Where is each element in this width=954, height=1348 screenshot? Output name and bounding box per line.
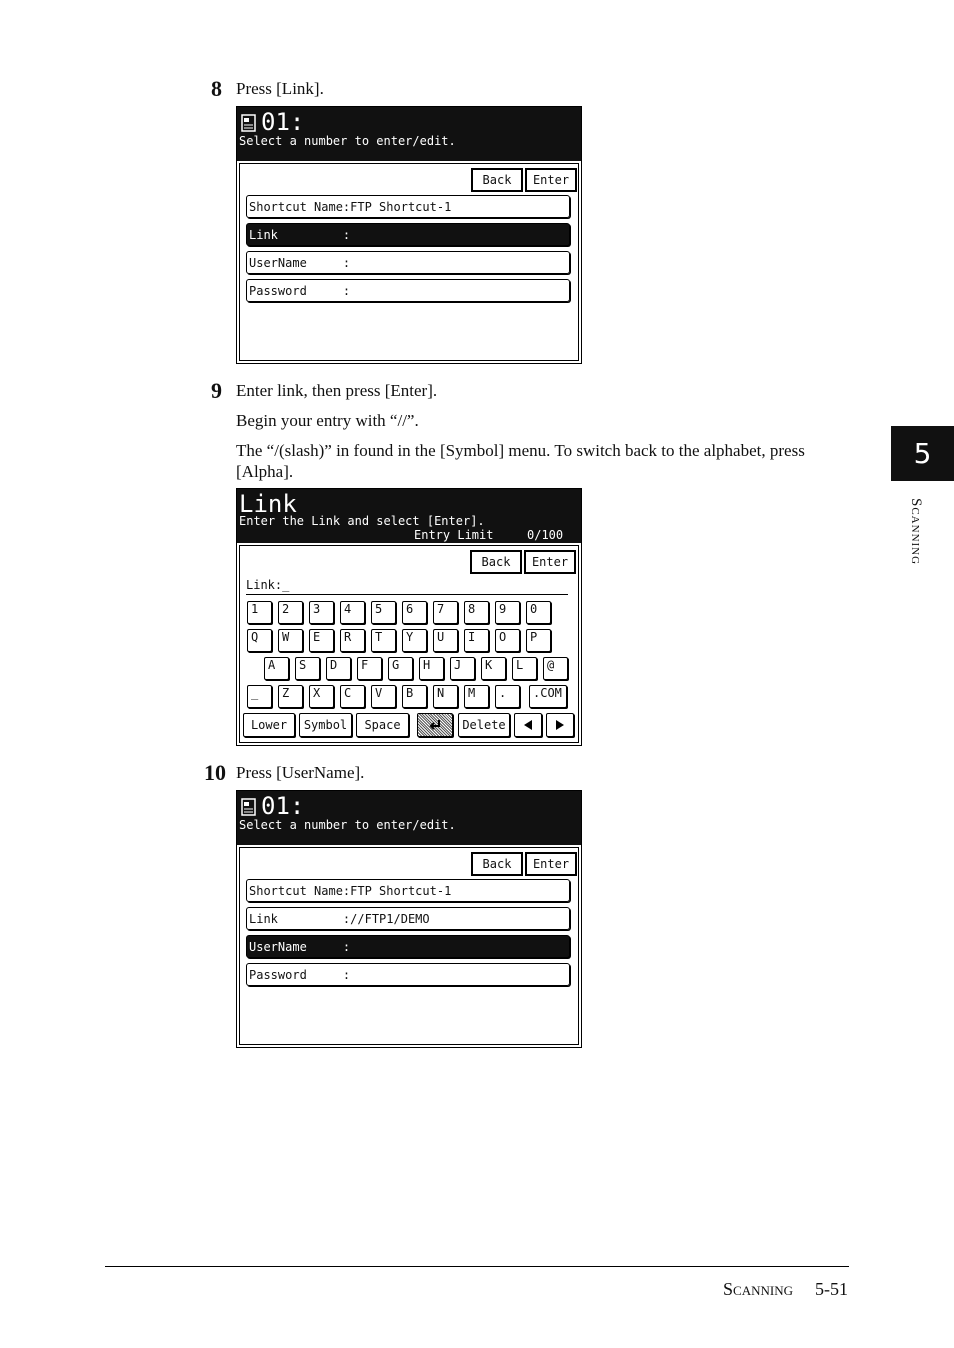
letter-key[interactable]: T bbox=[371, 629, 396, 652]
lcd-header bbox=[237, 489, 581, 545]
chapter-side-label: Scanning bbox=[908, 498, 924, 566]
page-number: 5-51 bbox=[815, 1279, 848, 1299]
cursor-right-key[interactable] bbox=[546, 713, 574, 737]
letter-key[interactable]: X bbox=[309, 685, 334, 708]
shortcut-name-row[interactable]: Shortcut Name:FTP Shortcut-1 bbox=[246, 195, 570, 218]
shortcut-name-row[interactable]: Shortcut Name:FTP Shortcut-1 bbox=[246, 879, 570, 902]
step-number: 10 bbox=[204, 760, 226, 785]
letter-key[interactable]: U bbox=[433, 629, 458, 652]
delete-key[interactable]: Delete bbox=[458, 713, 510, 737]
digit-key[interactable]: 5 bbox=[371, 601, 396, 624]
letter-key[interactable]: P bbox=[526, 629, 551, 652]
letter-key[interactable]: B bbox=[402, 685, 427, 708]
step-number: 8 bbox=[211, 76, 222, 101]
letter-key[interactable]: Z bbox=[278, 685, 303, 708]
link-row[interactable]: Link ://FTP1/DEMO bbox=[246, 907, 570, 930]
footer-rule bbox=[105, 1266, 849, 1267]
screen-title: Link bbox=[239, 490, 297, 518]
screen-title: 01: bbox=[261, 792, 305, 820]
letter-key[interactable]: G bbox=[388, 657, 413, 680]
letter-key[interactable]: R bbox=[340, 629, 365, 652]
return-icon bbox=[428, 719, 442, 731]
screen-subtitle: Select a number to enter/edit. bbox=[239, 134, 456, 148]
return-key[interactable] bbox=[417, 713, 453, 737]
password-row[interactable]: Password : bbox=[246, 279, 570, 302]
digit-key[interactable]: 1 bbox=[247, 601, 272, 624]
back-button[interactable]: Back bbox=[472, 169, 522, 191]
back-button[interactable]: Back bbox=[471, 551, 521, 573]
screen-title: 01: bbox=[261, 108, 305, 136]
digit-key[interactable]: 2 bbox=[278, 601, 303, 624]
enter-button[interactable]: Enter bbox=[526, 169, 576, 191]
symbol-key[interactable]: Symbol bbox=[299, 713, 352, 737]
lcd-header bbox=[237, 791, 581, 847]
address-book-icon bbox=[241, 798, 256, 816]
username-row[interactable]: UserName : bbox=[246, 251, 570, 274]
letter-key[interactable]: V bbox=[371, 685, 396, 708]
footer-section: Scanning bbox=[723, 1279, 793, 1299]
step-instruction: Press [UserName]. bbox=[236, 763, 365, 782]
chapter-tab: 5 bbox=[891, 426, 954, 481]
lcd-header bbox=[237, 107, 581, 163]
enter-button[interactable]: Enter bbox=[526, 853, 576, 875]
letter-key[interactable]: D bbox=[326, 657, 351, 680]
letter-key[interactable]: S bbox=[295, 657, 320, 680]
letter-key[interactable]: J bbox=[450, 657, 475, 680]
digit-key[interactable]: 4 bbox=[340, 601, 365, 624]
lcd-body bbox=[239, 163, 579, 361]
entry-limit-label: Entry Limit bbox=[414, 528, 494, 542]
lcd-screen-select-username bbox=[236, 790, 582, 1048]
screen-subtitle: Enter the Link and select [Enter]. bbox=[239, 514, 485, 528]
letter-key[interactable]: _ bbox=[247, 685, 272, 708]
letter-key[interactable]: K bbox=[481, 657, 506, 680]
lcd-screen-select-link bbox=[236, 106, 582, 364]
entry-limit-value: 0/100 bbox=[527, 528, 564, 542]
letter-key[interactable]: W bbox=[278, 629, 303, 652]
space-key[interactable]: Space bbox=[356, 713, 409, 737]
link-input-field[interactable]: Link:_ bbox=[246, 576, 568, 595]
right-arrow-icon bbox=[555, 720, 565, 730]
dot-com-key[interactable]: .COM bbox=[529, 685, 567, 708]
enter-button[interactable]: Enter bbox=[525, 551, 575, 573]
digit-key[interactable]: 3 bbox=[309, 601, 334, 624]
address-book-icon bbox=[241, 114, 256, 132]
letter-key[interactable]: M bbox=[464, 685, 489, 708]
password-row[interactable]: Password : bbox=[246, 963, 570, 986]
link-row[interactable]: Link : bbox=[246, 223, 570, 246]
letter-key[interactable]: @ bbox=[543, 657, 568, 680]
screen-subtitle: Select a number to enter/edit. bbox=[239, 818, 456, 832]
letter-key[interactable]: L bbox=[512, 657, 537, 680]
letter-key[interactable]: H bbox=[419, 657, 444, 680]
letter-key[interactable]: C bbox=[340, 685, 365, 708]
back-button[interactable]: Back bbox=[472, 853, 522, 875]
letter-key[interactable]: E bbox=[309, 629, 334, 652]
left-arrow-icon bbox=[523, 720, 533, 730]
letter-key[interactable]: . bbox=[495, 685, 520, 708]
letter-key[interactable]: I bbox=[464, 629, 489, 652]
letter-key[interactable]: O bbox=[495, 629, 520, 652]
digit-key[interactable]: 9 bbox=[495, 601, 520, 624]
step-note: Begin your entry with “//”. bbox=[236, 411, 419, 430]
lcd-screen-link-entry bbox=[236, 488, 582, 746]
cursor-left-key[interactable] bbox=[514, 713, 542, 737]
step-instruction: Press [Link]. bbox=[236, 79, 324, 98]
lcd-body bbox=[239, 545, 579, 743]
digit-key[interactable]: 0 bbox=[526, 601, 551, 624]
username-row[interactable]: UserName : bbox=[246, 935, 570, 958]
lower-key[interactable]: Lower bbox=[243, 713, 295, 737]
digit-key[interactable]: 8 bbox=[464, 601, 489, 624]
letter-key[interactable]: F bbox=[357, 657, 382, 680]
digit-key[interactable]: 6 bbox=[402, 601, 427, 624]
step-instruction: Enter link, then press [Enter]. bbox=[236, 381, 438, 400]
letter-key[interactable]: Q bbox=[247, 629, 272, 652]
letter-key[interactable]: Y bbox=[402, 629, 427, 652]
step-number: 9 bbox=[211, 378, 222, 403]
lcd-body bbox=[239, 847, 579, 1045]
letter-key[interactable]: A bbox=[264, 657, 289, 680]
letter-key[interactable]: N bbox=[433, 685, 458, 708]
page-footer bbox=[723, 1279, 848, 1300]
step-note: The “/(slash)” in found in the [Symbol] menu. To switch back to the alphabet, press [Alpha]. bbox=[236, 441, 805, 481]
digit-key[interactable]: 7 bbox=[433, 601, 458, 624]
